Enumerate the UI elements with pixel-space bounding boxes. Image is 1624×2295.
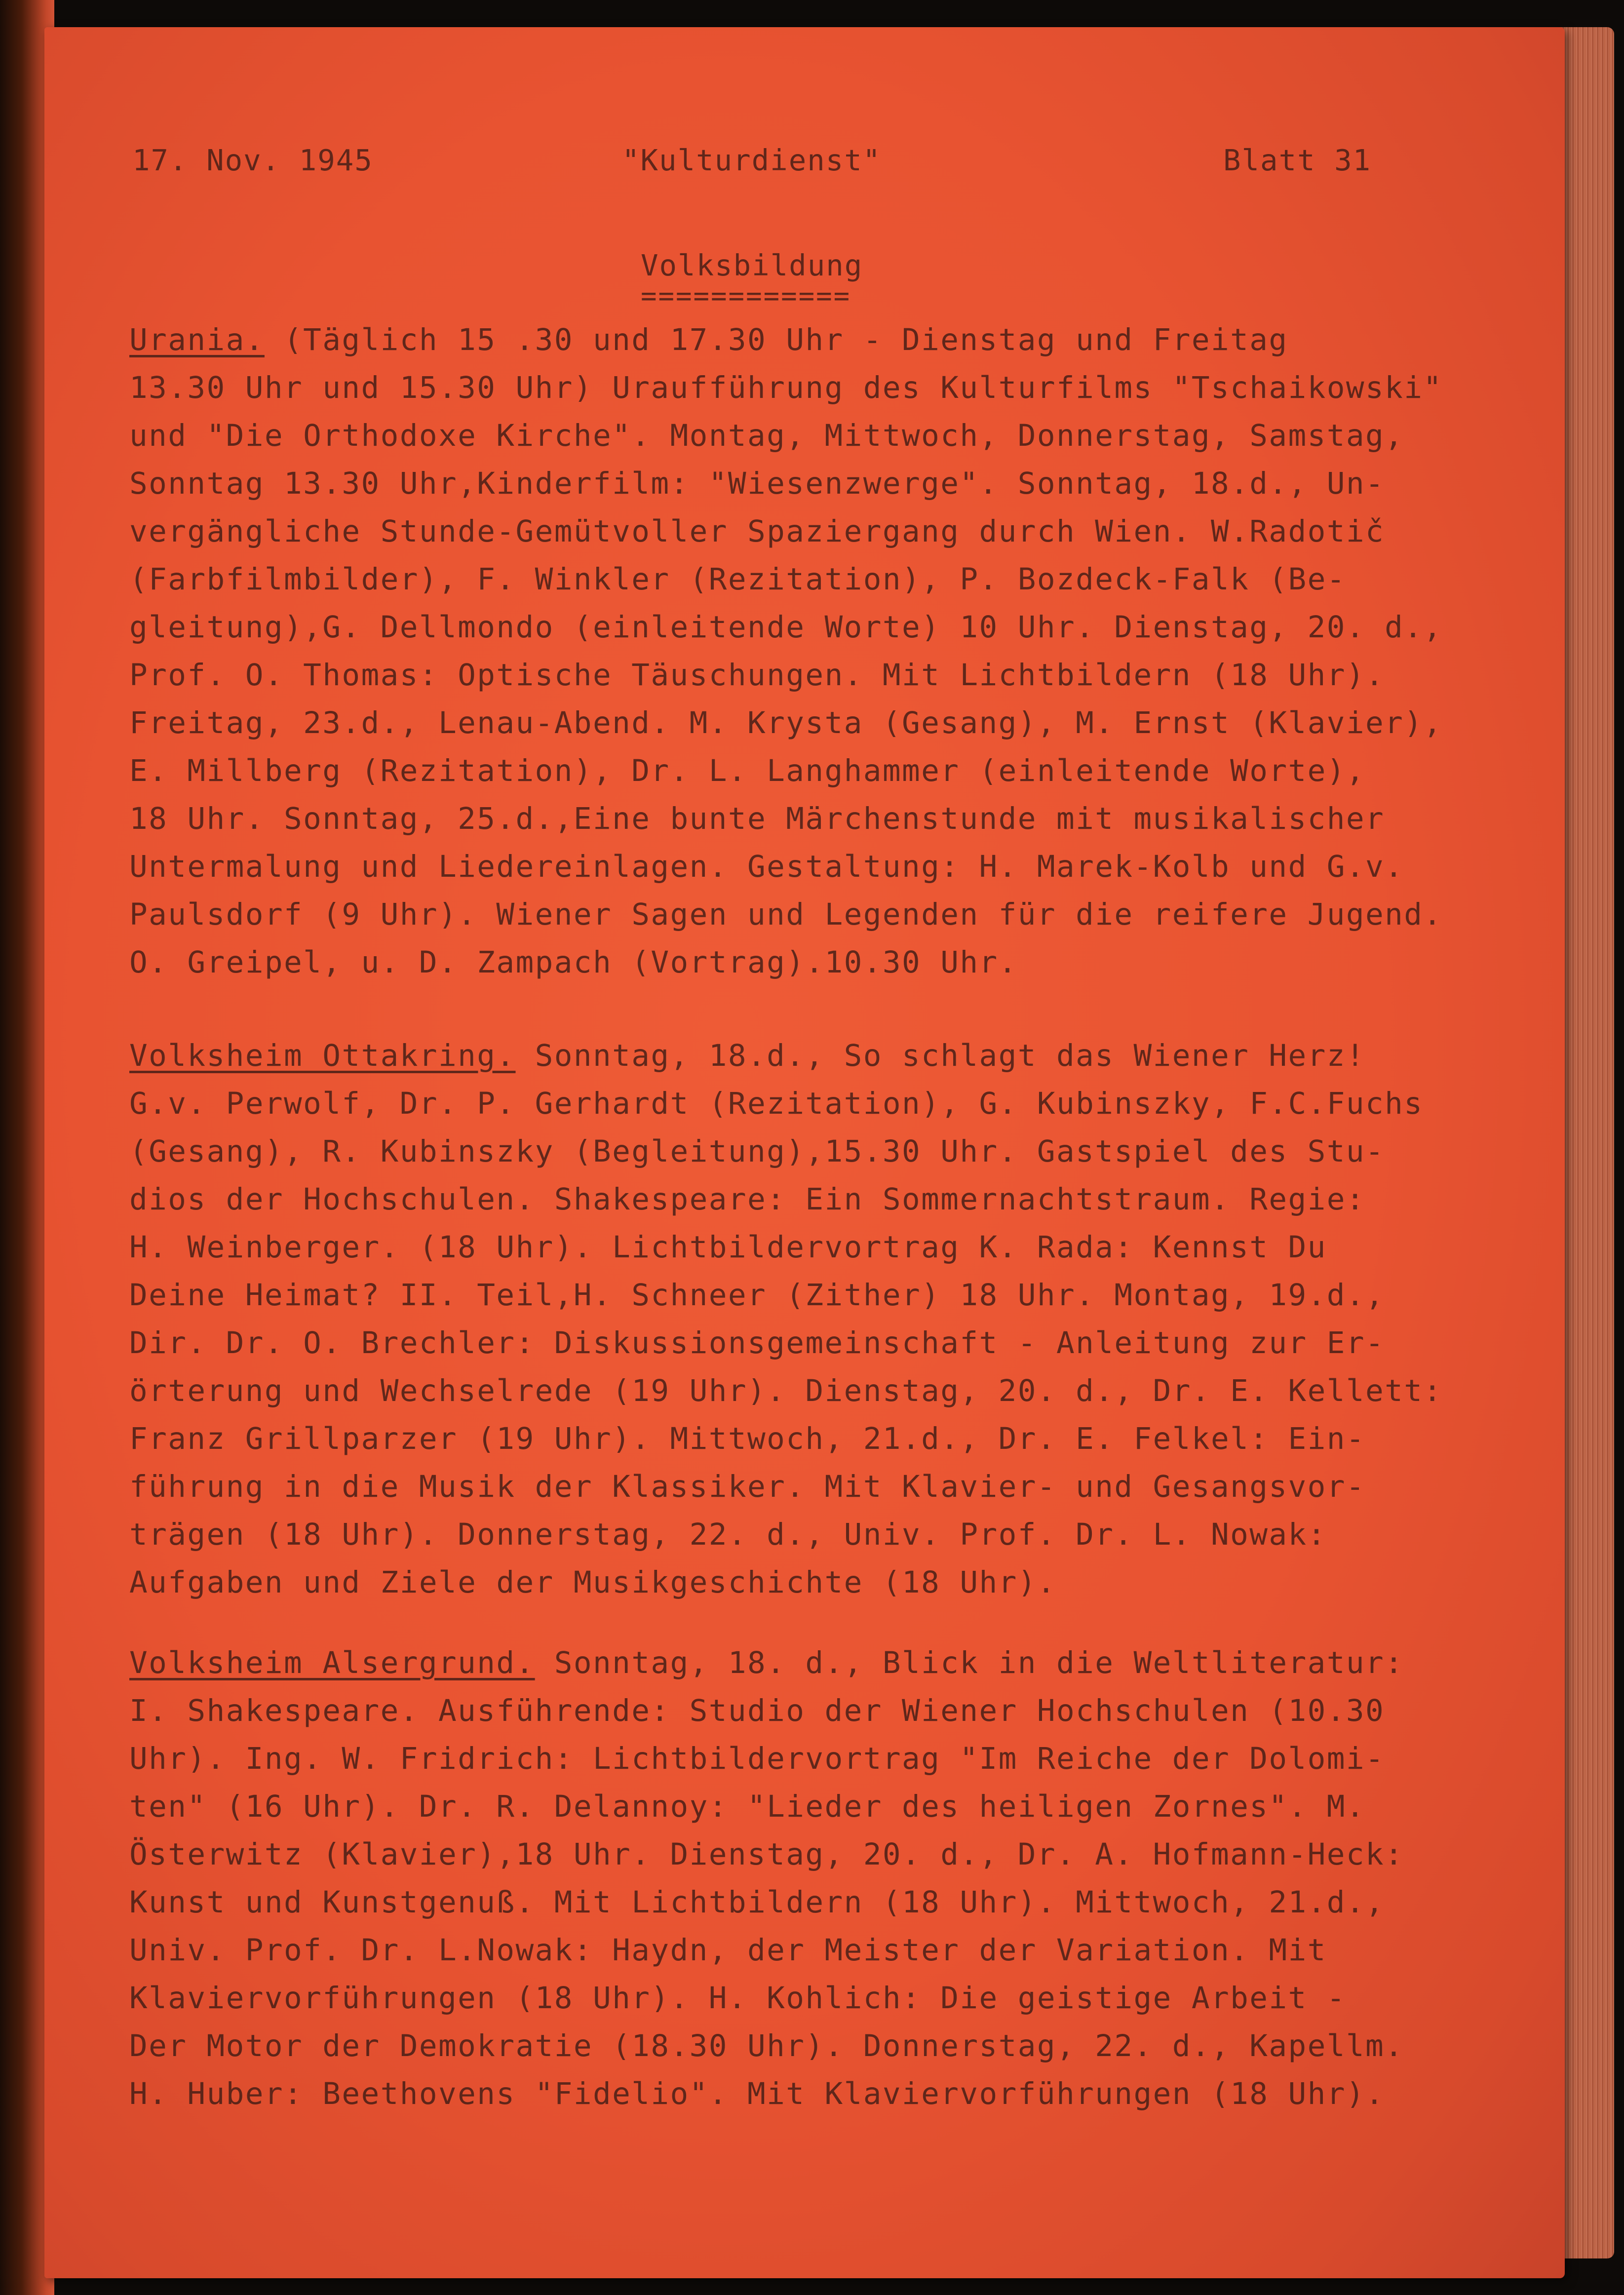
header-date: 17. Nov. 1945 [132,143,373,177]
text-line: I. Shakespeare. Ausführende: Studio der Wiener Hochschulen (10.30 [129,1693,1385,1728]
text-line: 13.30 Uhr und 15.30 Uhr) Uraufführung des Kulturfilms "Tschaikowski" [129,370,1443,405]
text-line: Aufgaben und Ziele der Musikgeschichte (18 Uhr). [129,1565,1057,1600]
paragraph-urania [129,316,1502,986]
text-line: Prof. O. Thomas: Optische Täuschungen. Mit Lichtbildern (18 Uhr). [129,658,1385,693]
text-line: Freitag, 23.d., Lenau-Abend. M. Krysta (Gesang), M. Ernst (Klavier), [129,705,1443,740]
text-line: und "Die Orthodoxe Kirche". Montag, Mittwoch, Donnerstag, Samstag, [129,418,1404,453]
text-line: vergängliche Stunde-Gemütvoller Spaziergang durch Wien. W.Radotič [129,514,1385,549]
text-line-rest: Sonntag, 18. d., Blick in die Weltliteratur: [535,1645,1404,1680]
text-line: H. Weinberger. (18 Uhr). Lichtbildervortrag K. Rada: Kennst Du [129,1230,1327,1265]
text-line: Klaviervorführungen (18 Uhr). H. Kohlich: Die geistige Arbeit - [129,1981,1346,2016]
venue-heading: Volksheim Ottakring. [129,1038,516,1073]
text-line: Dir. Dr. O. Brechler: Diskussionsgemeinschaft - Anleitung zur Er- [129,1325,1385,1361]
text-line [129,316,1502,364]
text-line: trägen (18 Uhr). Donnerstag, 22. d., Univ. Prof. Dr. L. Nowak: [129,1517,1327,1552]
text-line: Deine Heimat? II. Teil,H. Schneer (Zither) 18 Uhr. Montag, 19.d., [129,1278,1385,1313]
text-line: Paulsdorf (9 Uhr). Wiener Sagen und Legenden für die reifere Jugend. [129,897,1443,932]
text-line: Franz Grillparzer (19 Uhr). Mittwoch, 21.d., Dr. E. Felkel: Ein- [129,1421,1366,1456]
text-line [129,1639,1502,1687]
text-line [129,1032,1502,1080]
text-line: Der Motor der Demokratie (18.30 Uhr). Donnerstag, 22. d., Kapellm. [129,2028,1404,2063]
text-line: O. Greipel, u. D. Zampach (Vortrag).10.30 Uhr. [129,945,1018,980]
text-line: Uhr). Ing. W. Fridrich: Lichtbildervortrag "Im Reiche der Dolomi- [129,1741,1385,1776]
text-line: E. Millberg (Rezitation), Dr. L. Langhammer (einleitende Worte), [129,753,1366,788]
text-line: Sonntag 13.30 Uhr,Kinderfilm: "Wiesenzwerge". Sonntag, 18.d., Un- [129,466,1385,501]
text-line: ten" (16 Uhr). Dr. R. Delannoy: "Lieder des heiligen Zornes". M. [129,1789,1366,1824]
text-line: (Gesang), R. Kubinszky (Begleitung),15.30 Uhr. Gastspiel des Stu- [129,1134,1385,1169]
section-title-rule: ============ [641,280,851,311]
text-line: (Farbfilmbilder), F. Winkler (Rezitation), P. Bozdeck-Falk (Be- [129,562,1346,597]
text-line-rest: Sonntag, 18.d., So schlagt das Wiener Herz! [515,1038,1366,1073]
header-page-number: Blatt 31 [1223,143,1372,177]
paragraph-volksheim-alsergrund [129,1639,1502,2118]
text-line: H. Huber: Beethovens "Fidelio". Mit Klaviervorführungen (18 Uhr). [129,2076,1385,2111]
text-line: dios der Hochschulen. Shakespeare: Ein Sommernachtstraum. Regie: [129,1182,1366,1217]
text-line: Österwitz (Klavier),18 Uhr. Dienstag, 20. d., Dr. A. Hofmann-Heck: [129,1837,1404,1872]
paragraph-volksheim-ottakring [129,1032,1502,1606]
venue-heading: Volksheim Alsergrund. [129,1645,535,1680]
text-line: führung in die Musik der Klassiker. Mit Klavier- und Gesangsvor- [129,1469,1366,1504]
text-line: G.v. Perwolf, Dr. P. Gerhardt (Rezitation), G. Kubinszky, F.C.Fuchs [129,1086,1424,1121]
venue-heading: Urania. [129,322,265,357]
text-line: 18 Uhr. Sonntag, 25.d.,Eine bunte Märchenstunde mit musikalischer [129,801,1385,836]
text-line: Kunst und Kunstgenuß. Mit Lichtbildern (18 Uhr). Mittwoch, 21.d., [129,1885,1385,1920]
text-line: örterung und Wechselrede (19 Uhr). Dienstag, 20. d., Dr. E. Kellett: [129,1373,1443,1408]
section-title: Volksbildung [641,248,863,282]
text-line: gleitung),G. Dellmondo (einleitende Worte) 10 Uhr. Dienstag, 20. d., [129,610,1443,645]
text-line: Univ. Prof. Dr. L.Nowak: Haydn, der Meister der Variation. Mit [129,1933,1327,1968]
text-line-rest: (Täglich 15 .30 und 17.30 Uhr - Dienstag und Freitag [264,322,1288,357]
header-title: "Kulturdienst" [622,143,882,177]
text-line: Untermalung und Liedereinlagen. Gestaltung: H. Marek-Kolb und G.v. [129,849,1404,884]
